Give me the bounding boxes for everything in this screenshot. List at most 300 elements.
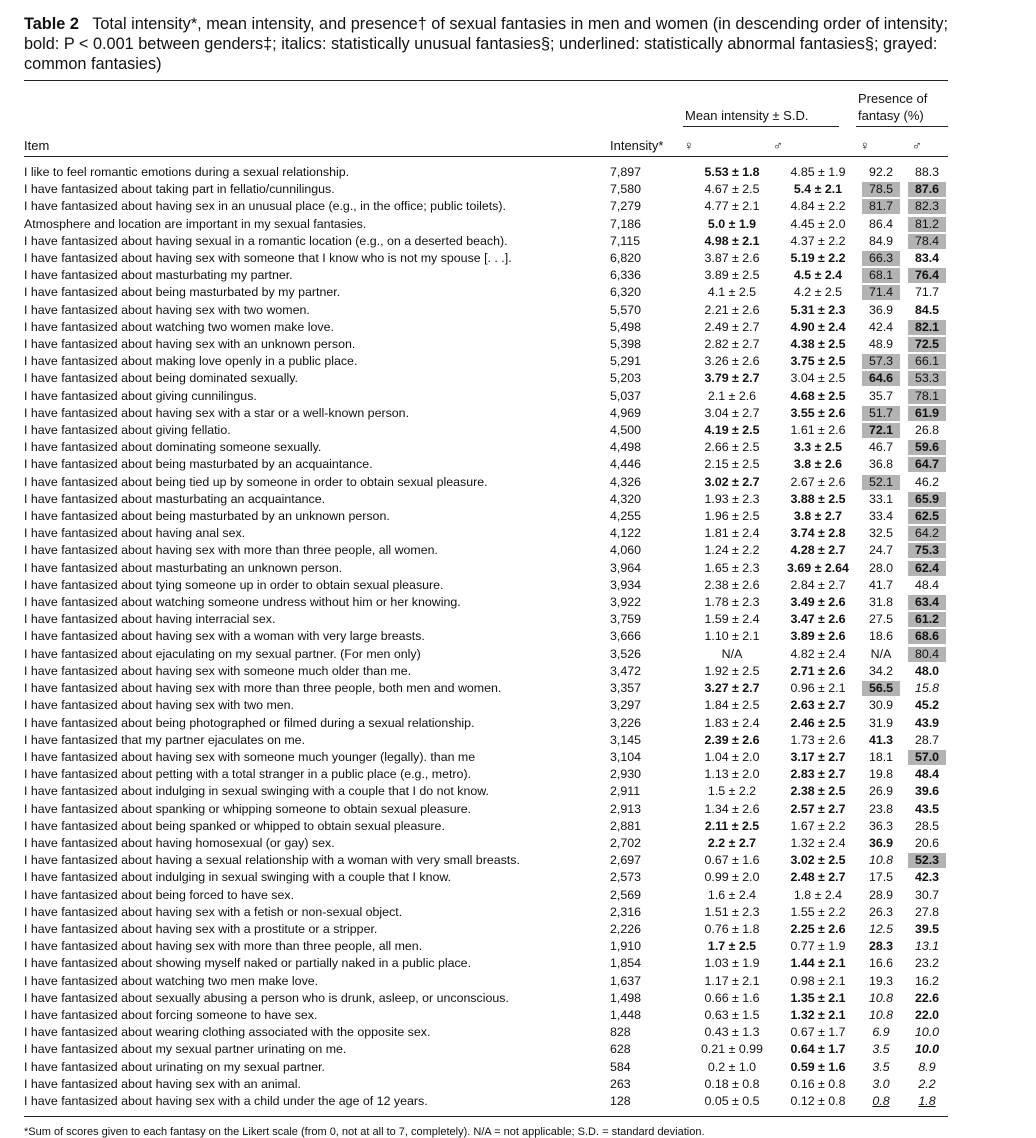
presence-value: 0.8 [872,1093,890,1108]
male-mean-cell: 4.28 ± 2.7 [790,543,846,558]
item-cell: I have fantasized about being photographed or filmed during a sexual relationship. [24,715,475,730]
male-presence-cell [908,749,948,766]
presence-value: 15.8 [914,681,940,696]
intensity-cell: 584 [610,1059,631,1074]
presence-value: 33.1 [868,491,894,506]
male-presence-cell [908,852,948,869]
intensity-cell: 1,854 [610,956,642,971]
presence-value: 42.4 [868,319,894,334]
male-presence-cell [908,766,948,783]
presence-value: 61.2 [908,612,946,627]
intensity-cell: 2,930 [610,767,642,782]
male-presence-cell [908,439,948,456]
intensity-cell: 3,526 [610,646,642,661]
item-cell: Atmosphere and location are important in my sexual fantasies. [24,216,367,231]
male-presence-cell [908,715,948,732]
intensity-cell: 6,320 [610,285,642,300]
intensity-cell: 2,697 [610,853,642,868]
table-row [24,973,948,990]
male-presence-cell [908,181,948,198]
table-row [24,749,948,766]
female-presence-cell [862,680,908,697]
male-presence-cell [908,319,948,336]
presence-value: 41.7 [868,577,894,592]
male-presence-cell [908,560,948,577]
table-row [24,1024,948,1041]
male-presence-cell [908,938,948,955]
presence-value: 22.0 [914,1007,940,1022]
female-presence-cell [862,921,908,938]
female-presence-cell [862,715,908,732]
male-presence-cell [908,663,948,680]
male-presence-cell [908,405,948,422]
female-mean-cell: 3.02 ± 2.7 [704,474,760,489]
table-row [24,1041,948,1058]
item-cell: I have fantasized that my partner ejaculates on me. [24,732,306,747]
item-cell: I have fantasized about masturbating my partner. [24,268,293,283]
table-row [24,353,948,370]
presence-value: 78.1 [908,389,946,404]
female-mean-cell: 1.34 ± 2.6 [704,801,760,816]
female-presence-cell [862,818,908,835]
header-female-mean: ♀ [684,138,694,153]
header-male-presence: ♂ [912,138,922,153]
female-presence-cell [862,1041,908,1058]
female-presence-cell [862,869,908,886]
male-presence-cell [908,697,948,714]
intensity-cell: 7,580 [610,182,642,197]
intensity-cell: 828 [610,1025,631,1040]
presence-value: 68.6 [908,629,946,644]
female-mean-cell: 1.65 ± 2.3 [704,560,760,575]
female-mean-cell: 4.1 ± 2.5 [707,285,757,300]
top-rule [24,80,948,81]
female-presence-cell [862,370,908,387]
intensity-cell: 128 [610,1093,631,1108]
presence-value: 56.5 [862,681,900,696]
female-presence-cell [862,646,908,663]
intensity-cell: 5,570 [610,302,642,317]
intensity-cell: 2,569 [610,887,642,902]
presence-value: 62.4 [908,561,946,576]
table-row [24,921,948,938]
female-mean-cell: 1.17 ± 2.1 [704,973,760,988]
intensity-cell: 2,226 [610,921,642,936]
presence-value: 83.4 [914,251,940,266]
presence-value: 84.9 [868,233,894,248]
male-mean-cell: 5.19 ± 2.2 [790,251,846,266]
table-row [24,1093,948,1110]
table-row [24,1007,948,1024]
intensity-cell: 628 [610,1042,631,1057]
item-cell: I have fantasized about dominating someone sexually. [24,440,322,455]
female-presence-cell [862,973,908,990]
male-mean-cell: 3.3 ± 2.5 [793,440,843,455]
male-presence-cell [908,646,948,663]
female-presence-cell [862,439,908,456]
item-cell: I have fantasized about having sex with two men. [24,698,294,713]
table-row [24,198,948,215]
presence-value: 39.6 [914,784,940,799]
presence-value: 19.8 [868,767,894,782]
intensity-cell: 4,060 [610,543,642,558]
intensity-cell: 3,226 [610,715,642,730]
female-presence-cell [862,663,908,680]
item-cell: I have fantasized about being tied up by someone in order to obtain sexual pleasure. [24,474,488,489]
presence-value: 48.4 [914,767,940,782]
male-mean-cell: 4.2 ± 2.5 [793,285,843,300]
item-cell: I have fantasized about having homosexual (or gay) sex. [24,835,335,850]
female-mean-cell: 0.05 ± 0.5 [704,1093,760,1108]
presence-value: 13.1 [914,939,940,954]
male-presence-cell [908,835,948,852]
female-presence-cell [862,542,908,559]
female-presence-cell [862,284,908,301]
table-row [24,370,948,387]
female-presence-cell [862,422,908,439]
table-row [24,1076,948,1093]
bottom-rule [24,1116,948,1117]
intensity-cell: 7,279 [610,199,642,214]
female-mean-cell: 0.67 ± 1.6 [704,853,760,868]
table-row [24,336,948,353]
presence-value: 65.9 [908,492,946,507]
presence-value: 41.3 [868,732,894,747]
presence-value: 53.3 [908,371,946,386]
intensity-cell: 4,122 [610,526,642,541]
female-mean-cell: 2.82 ± 2.7 [704,337,760,352]
female-presence-cell [862,938,908,955]
presence-value: 78.5 [862,182,900,197]
female-mean-cell: 2.49 ± 2.7 [704,319,760,334]
male-presence-cell [908,474,948,491]
male-mean-cell: 3.88 ± 2.5 [790,491,846,506]
table-row [24,216,948,233]
male-presence-cell [908,1076,948,1093]
female-mean-cell: 1.51 ± 2.3 [704,904,760,919]
presence-value: 1.8 [918,1093,936,1108]
item-cell: I have fantasized about having sex in an unusual place (e.g., in the office; public toilets). [24,199,506,214]
male-mean-cell: 4.85 ± 1.9 [790,165,846,179]
table-row [24,628,948,645]
item-cell: I have fantasized about having sex with more than three people, both men and women. [24,681,502,696]
intensity-cell: 4,498 [610,440,642,455]
male-mean-cell: 0.64 ± 1.7 [790,1042,846,1057]
female-mean-cell: 0.21 ± 0.99 [701,1042,763,1057]
presence-value: 72.1 [862,423,900,438]
presence-value: 18.1 [868,749,894,764]
item-cell: I have fantasized about having a sexual relationship with a woman with very small breasts. [24,853,520,868]
female-presence-cell [862,990,908,1007]
item-cell: I have fantasized about indulging in sexual swinging with a couple that I do not know. [24,784,489,799]
presence-value: 36.3 [868,818,894,833]
presence-value: 92.2 [868,165,894,179]
female-presence-cell [862,955,908,972]
table-row [24,990,948,1007]
intensity-cell: 7,115 [610,233,641,248]
presence-value: 23.8 [868,801,894,816]
presence-value: 23.2 [914,956,940,971]
female-mean-cell: 0.99 ± 2.0 [704,870,760,885]
presence-value: 36.9 [868,835,894,850]
female-mean-cell: 1.96 ± 2.5 [704,509,760,524]
female-mean-cell: 4.77 ± 2.1 [704,199,760,214]
male-presence-cell [908,422,948,439]
intensity-cell: 4,255 [610,509,642,524]
item-cell: I have fantasized about showing myself naked or partially naked in a public place. [24,956,472,971]
female-mean-cell: 1.81 ± 2.4 [704,526,760,541]
male-mean-cell: 0.96 ± 2.1 [790,681,846,696]
male-presence-cell [908,887,948,904]
male-mean-cell: 1.44 ± 2.1 [790,956,846,971]
presence-value: 32.5 [868,526,894,541]
male-presence-cell [908,336,948,353]
presence-value: 78.4 [908,234,946,249]
table-row [24,508,948,525]
male-mean-cell: 3.49 ± 2.6 [790,595,846,610]
female-mean-cell: 2.11 ± 2.5 [704,818,760,833]
table-row [24,835,948,852]
female-mean-cell: 1.83 ± 2.4 [704,715,760,730]
presence-value: 3.5 [872,1042,890,1057]
item-cell: I have fantasized about being masturbated by an acquaintance. [24,457,373,472]
female-mean-cell: 1.84 ± 2.5 [704,698,760,713]
male-presence-cell [908,233,948,250]
presence-value: 48.0 [914,663,940,678]
presence-value: 10.8 [868,853,894,868]
intensity-cell: 2,702 [610,835,642,850]
female-presence-cell [862,233,908,250]
caption-text: Total intensity*, mean intensity, and presence† of sexual fantasies in men and women (in descending order of intensity; bold: P < 0.001 between genders‡; italics: statistically unusual fantasies§; underlined: statistically abnormal fantasies§; grayed: common fantasies) [24,15,949,73]
male-presence-cell [908,594,948,611]
item-cell: I have fantasized about wearing clothing associated with the opposite sex. [24,1025,431,1040]
female-presence-cell [862,732,908,749]
intensity-cell: 3,759 [610,612,642,627]
male-presence-cell [908,302,948,319]
item-cell: I have fantasized about spanking or whipping someone to obtain sexual pleasure. [24,801,472,816]
table-row [24,938,948,955]
intensity-cell: 4,320 [610,491,642,506]
male-mean-cell: 4.5 ± 2.4 [793,268,843,283]
female-mean-cell: 4.19 ± 2.5 [704,423,760,438]
table-row [24,164,948,181]
male-mean-cell: 1.8 ± 2.4 [793,887,843,902]
male-presence-cell [908,1024,948,1041]
male-presence-cell [908,250,948,267]
presence-value: 28.0 [868,560,894,575]
intensity-cell: 3,145 [610,732,642,747]
intensity-cell: 1,910 [610,939,642,954]
male-presence-cell [908,267,948,284]
presence-value: 61.9 [908,406,946,421]
presence-value: 43.9 [914,715,940,730]
table-row [24,680,948,697]
presence-value: 28.3 [868,939,894,954]
item-cell: I have fantasized about taking part in fellatio/cunnilingus. [24,182,335,197]
female-presence-cell [862,181,908,198]
item-cell: I have fantasized about having interracial sex. [24,612,276,627]
female-presence-cell [862,697,908,714]
table-row [24,491,948,508]
male-mean-cell: 3.02 ± 2.5 [790,853,846,868]
table-row [24,456,948,473]
item-cell: I have fantasized about masturbating an acquaintance. [24,491,326,506]
item-cell: I have fantasized about having sex with a star or a well-known person. [24,405,410,420]
female-presence-cell [862,456,908,473]
female-presence-cell [862,474,908,491]
fantasy-table [24,164,948,1110]
female-presence-cell [862,525,908,542]
item-cell: I have fantasized about being masturbated by an unknown person. [24,509,390,524]
presence-value: 27.5 [868,612,894,627]
item-cell: I have fantasized about having sex with an unknown person. [24,337,356,352]
item-cell: I have fantasized about having sex with a woman with very large breasts. [24,629,425,644]
male-presence-cell [908,542,948,559]
item-cell: I have fantasized about having sex with more than three people, all men. [24,939,423,954]
presence-value: 66.1 [908,354,946,369]
female-mean-cell: 1.6 ± 2.4 [707,887,757,902]
header-intensity: Intensity* [610,138,664,153]
table-row [24,955,948,972]
female-presence-cell [862,336,908,353]
male-mean-cell: 0.77 ± 1.9 [790,939,846,954]
male-presence-cell [908,955,948,972]
presence-value: 63.4 [908,595,946,610]
female-presence-cell [862,1093,908,1110]
presence-value: 81.7 [862,199,900,214]
presence-value: 81.2 [908,217,946,232]
female-mean-cell: 1.78 ± 2.3 [704,595,760,610]
item-cell: I have fantasized about watching two men make love. [24,973,319,988]
table-row [24,302,948,319]
male-mean-cell: 2.48 ± 2.7 [790,870,846,885]
male-presence-cell [908,508,948,525]
presence-value: 34.2 [868,663,894,678]
female-mean-cell: 3.87 ± 2.6 [704,251,760,266]
male-mean-cell: 2.38 ± 2.5 [790,784,846,799]
male-mean-cell: 3.75 ± 2.5 [790,354,846,369]
presence-value: N/A [870,646,892,661]
table-row [24,405,948,422]
intensity-cell: 2,573 [610,870,642,885]
female-mean-cell: 1.92 ± 2.5 [704,663,760,678]
table-row [24,611,948,628]
intensity-cell: 5,398 [610,337,642,352]
male-mean-cell: 2.57 ± 2.7 [790,801,846,816]
male-presence-cell [908,1041,948,1058]
female-mean-cell: 2.38 ± 2.6 [704,577,760,592]
intensity-cell: 4,500 [610,423,642,438]
male-mean-cell: 3.17 ± 2.7 [790,749,846,764]
presence-value: 8.9 [918,1059,936,1074]
female-presence-cell [862,560,908,577]
male-mean-cell: 1.67 ± 2.2 [790,818,846,833]
presence-value: 71.4 [862,285,900,300]
female-mean-cell: 1.04 ± 2.0 [704,749,760,764]
presence-value: 48.9 [868,337,894,352]
intensity-cell: 5,498 [610,319,642,334]
intensity-cell: 4,969 [610,405,642,420]
female-presence-cell [862,594,908,611]
presence-value: 22.6 [914,990,940,1005]
male-mean-cell: 3.74 ± 2.8 [790,526,846,541]
female-mean-cell: 0.43 ± 1.3 [704,1025,760,1040]
intensity-cell: 1,498 [610,990,642,1005]
intensity-cell: 5,291 [610,354,642,369]
item-cell: I have fantasized about tying someone up in order to obtain sexual pleasure. [24,577,444,592]
male-mean-cell: 3.04 ± 2.5 [790,371,846,386]
female-presence-cell [862,749,908,766]
intensity-cell: 6,336 [610,268,642,283]
table-row [24,887,948,904]
female-mean-cell: 2.39 ± 2.6 [704,732,760,747]
male-mean-cell: 1.32 ± 2.4 [790,835,846,850]
presence-value: 66.3 [862,251,900,266]
intensity-cell: 4,446 [610,457,642,472]
table-row [24,646,948,663]
presence-value: 10.8 [868,1007,894,1022]
item-cell: I have fantasized about masturbating an unknown person. [24,560,343,575]
male-presence-cell [908,353,948,370]
male-presence-cell [908,680,948,697]
female-mean-cell: 3.89 ± 2.5 [704,268,760,283]
intensity-cell: 263 [610,1076,631,1091]
female-presence-cell [862,835,908,852]
presence-value: 10.8 [868,990,894,1005]
item-cell: I have fantasized about having sex with someone much older than me. [24,663,412,678]
table-row [24,181,948,198]
female-mean-cell: 2.66 ± 2.5 [704,440,760,455]
male-presence-cell [908,525,948,542]
male-mean-cell: 5.4 ± 2.1 [793,182,843,197]
presence-value: 28.9 [868,887,894,902]
presence-value: 68.1 [862,268,900,283]
male-mean-cell: 1.32 ± 2.1 [790,1007,846,1022]
female-mean-cell: 5.53 ± 1.8 [704,165,760,179]
female-mean-cell: 0.2 ± 1.0 [707,1059,757,1074]
male-mean-cell: 4.68 ± 2.5 [790,388,846,403]
presence-value: 82.1 [908,320,946,335]
intensity-cell: 2,881 [610,818,642,833]
presence-value: 57.0 [908,750,946,765]
intensity-cell: 3,104 [610,749,642,764]
female-presence-cell [862,405,908,422]
male-presence-cell [908,370,948,387]
male-mean-cell: 4.45 ± 2.0 [790,216,846,231]
presence-value: 84.5 [914,302,940,317]
female-mean-cell: 2.1 ± 2.6 [707,388,757,403]
male-presence-cell [908,1093,948,1110]
female-mean-cell: 1.59 ± 2.4 [704,612,760,627]
table-row [24,1059,948,1076]
presence-value: 19.3 [868,973,894,988]
female-mean-cell: 1.03 ± 1.9 [704,956,760,971]
presence-value: 6.9 [872,1025,890,1040]
item-cell: I have fantasized about watching someone undress without him or her knowing. [24,595,461,610]
male-presence-cell [908,869,948,886]
female-presence-cell [862,766,908,783]
male-mean-cell: 1.35 ± 2.1 [790,990,846,1005]
male-mean-cell: 4.38 ± 2.5 [790,337,846,352]
presence-value: 26.3 [868,904,894,919]
table-row [24,388,948,405]
presence-value: 82.3 [908,199,946,214]
male-mean-cell: 2.67 ± 2.6 [790,474,846,489]
table-row [24,542,948,559]
male-mean-cell: 1.73 ± 2.6 [790,732,846,747]
item-cell: I have fantasized about having sex with a prostitute or a stripper. [24,921,378,936]
item-cell: I have fantasized about indulging in sexual swinging with a couple that I know. [24,870,452,885]
